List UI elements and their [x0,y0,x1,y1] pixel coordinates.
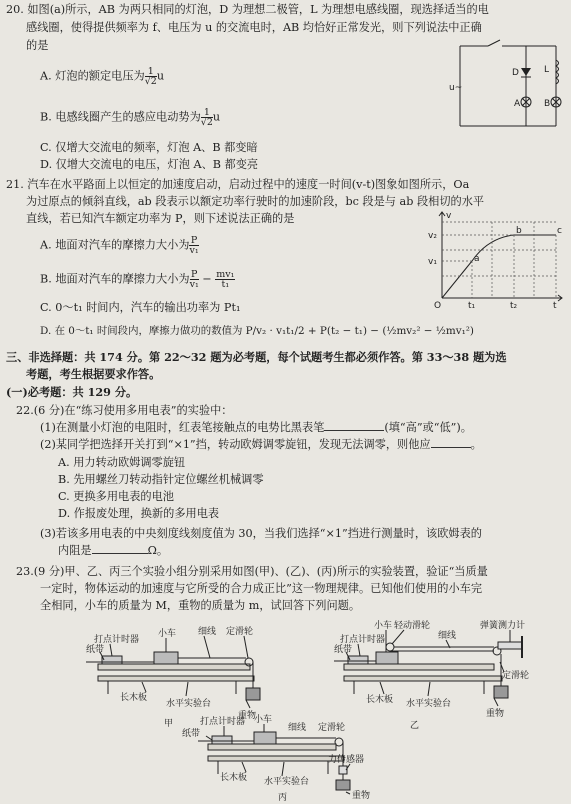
q20-option-c: C. 仅增大交流电的频率，灯泡 A、B 都变暗 [40,141,258,154]
circuit-label-d: D [512,68,519,78]
yi-weight-label: 重物 [486,709,505,719]
q20-option-d: D. 仅增大交流电的电压，灯泡 A、B 都变亮 [40,158,259,171]
graph-label-v1: v₁ [428,257,437,267]
graph-label-a: a [474,254,480,264]
graph-label-t1: t₁ [468,301,476,311]
figure-yi [334,614,534,730]
bing-table-label: 水平实验台 [264,777,310,787]
q22-part3-cont: 内阻是 Ω。 [58,544,169,557]
q21-option-a: A. 地面对汽车的摩擦力大小为 $\frac{P}{\text{v₁}}$ [40,235,199,256]
yi-car-label: 小车 [374,621,393,631]
q22-part1: (1)在测量小灯泡的电阻时，红表笔接触点的电势比黑表笔 (填“高”或“低”)。 [40,421,472,434]
bing-car-label: 小车 [254,715,273,725]
yi-scale-label: 弹簧测力计 [480,621,526,631]
jia-rope-label: 细线 [198,627,217,637]
graph-label-b: b [516,226,522,236]
yi-board-label: 长木板 [366,695,394,705]
q21-option-c: C. 0～t₁ 时间内，汽车的输出功率为 Pt₁ [40,301,241,314]
vt-graph [426,206,566,310]
yi-moving-pulley-label: 轻动滑轮 [394,621,431,631]
jia-figure-name: 甲 [164,719,174,729]
q20-option-a: A. 灯泡的额定电压为 $\frac{1}{√2}$ u [40,66,165,87]
yi-table-label: 水平实验台 [406,699,452,709]
q21-line1: 21. 汽车在水平路面上以恒定的加速度启动，启动过程中的速度一时间(v-t)图象如图所示，Oa [6,178,470,191]
circuit-diagram [448,38,566,134]
q22-blank2[interactable] [431,447,471,448]
graph-label-t2: t₂ [510,301,518,311]
yi-timer-label: 打点计时器 [340,635,386,645]
circuit-label-b: B [544,99,551,109]
bing-weight-label: 重物 [352,791,371,801]
q21-line3: 直线，若已知汽车额定功率为 P，则下述说法正确的是 [26,212,295,225]
section3-heading-cont: 考题，考生根据要求作答。 [26,367,161,381]
q22-part3: (3)若该多用电表的中央刻度线刻度值为 30，当我们选择“×1”挡进行测量时，该欧姆表的 [40,527,482,540]
section3-heading: 三、非选择题：共 174 分。第 22～32 题为必考题，每个试题考生都必须作答。第 33～38 题为选 [6,350,507,364]
bing-timer-label: 打点计时器 [200,717,246,727]
q21-option-d: D. 在 0～t₁ 时间段内，摩擦力做功的数值为 P/v₂ · v₁t₁/2 + P(t₂ − t₁) − (½mv₂² − ½mv₁²) [40,325,474,337]
graph-label-v: v [446,211,452,221]
q23-line3: 全相同，小车的质量为 M，重物的质量为 m，试回答下列问题。 [40,599,361,612]
q22-option-b: B. 先用螺丝刀转动指针定位螺丝机械调零 [58,473,264,486]
q20-line2: 感线圈，使得提供频率为 f、电压为 u 的交流电时，AB 均恰好正常发光，则下列说法中正确 [26,21,482,34]
q22-line1: 22.(6 分)在“练习使用多用电表”的实验中： [16,404,233,417]
q23-line1: 23.(9 分)甲、乙、丙三个实验小组分别采用如图(甲)、(乙)、(丙)所示的实验装置，验证“当质量 [16,565,488,578]
yi-rope-label: 细线 [438,631,457,641]
bing-board-label: 长木板 [220,773,248,783]
figure-bing [178,714,371,803]
q21-option-b: B. 地面对汽车的摩擦力大小为 $\frac{P}{\text{v₁}}$ − $\frac{\text{mv₁}}{\text{t₁}}$ [40,269,235,290]
circuit-label-l: L [544,65,550,75]
q22-option-d: D. 作报废处理，换新的多用电表 [58,507,220,520]
bing-figure-name: 丙 [278,793,288,803]
bing-pulley-label: 定滑轮 [318,723,346,733]
jia-pulley-label: 定滑轮 [226,627,254,637]
circuit-label-a: A [514,99,521,109]
graph-label-o: O [434,301,442,311]
q20-line1: 20. 如图(a)所示，AB 为两只相同的灯泡，D 为理想二极管，L 为理想电感线圈，现选择适当的电 [6,3,489,16]
graph-label-c: c [557,226,562,236]
q23-line2: 一定时，物体运动的加速度与它所受的合力成正比”这一物理规律。已知他们使用的小车完 [40,582,483,595]
figure-jia [86,622,274,728]
jia-board-label: 长木板 [120,693,148,703]
graph-label-v2: v₂ [428,231,437,241]
section3-subheading: (一)必考题：共 129 分。 [6,385,138,399]
q20-option-b: B. 电感线圈产生的感应电动势为 $\frac{1}{√2}$ u [40,107,221,128]
bing-sensor-label: 力传感器 [328,755,365,765]
q20-line3: 的是 [26,39,49,52]
yi-pulley-label: 定滑轮 [502,671,530,681]
q22-blank1[interactable] [324,430,384,431]
jia-table-label: 水平实验台 [166,699,212,709]
q22-part2: (2)某同学把选择开关打到“×1”挡，转动欧姆调零旋钮，发现无法调零，则他应 。 [40,438,482,451]
graph-label-t: t [553,301,557,311]
circuit-label-u: u~ [449,83,463,93]
jia-weight-label: 重物 [238,711,257,721]
q22-blank3[interactable] [92,553,148,554]
jia-car-label: 小车 [158,629,177,639]
bing-rope-label: 细线 [288,723,307,733]
q21-line2: 为过原点的倾斜直线，ab 段表示以额定功率行驶时的加速阶段，bc 段是与 ab 段相切的水平 [26,195,485,208]
yi-tape-label: 纸带 [334,645,353,655]
q22-option-c: C. 更换多用电表的电池 [58,490,174,503]
jia-tape-label: 纸带 [86,645,105,655]
q22-option-a: A. 用力转动欧姆调零旋钮 [58,456,186,469]
bing-tape-label: 纸带 [182,729,201,739]
jia-timer-label: 打点计时器 [94,635,140,645]
yi-figure-name: 乙 [410,721,420,731]
